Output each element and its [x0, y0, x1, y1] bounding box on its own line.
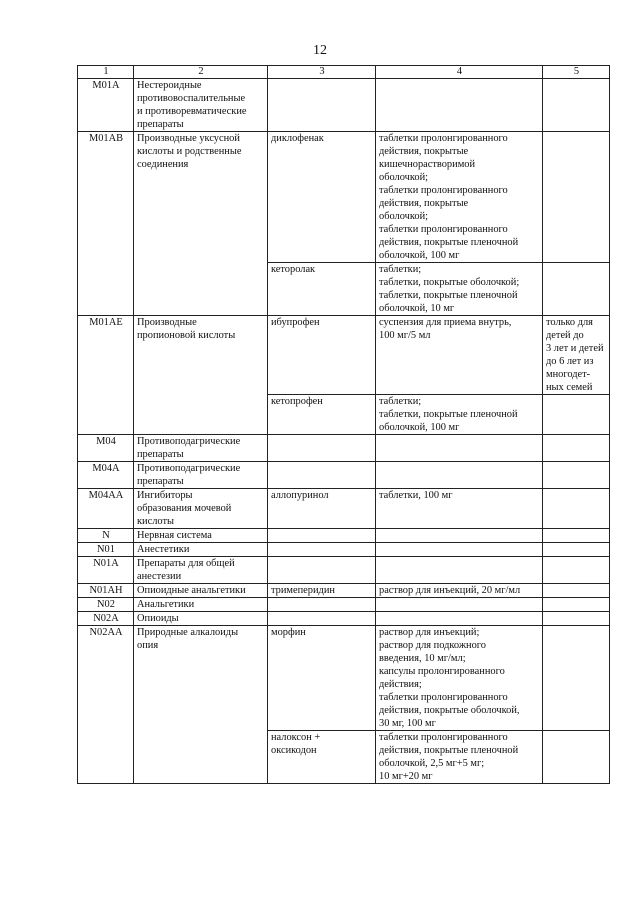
dosage-form-cell-line: таблетки, 100 мг: [379, 490, 453, 501]
table-row: [78, 598, 610, 612]
dosage-form-cell: [376, 489, 543, 529]
dosage-form-cell-line: кишечнорастворимой: [379, 159, 476, 170]
dosage-form-cell-line: действия, покрытые пленочной: [379, 745, 519, 756]
dosage-form-cell-line: 10 мг+20 мг: [379, 771, 433, 782]
dosage-form-cell-line: 30 мг, 100 мг: [379, 718, 436, 729]
table-row: [78, 557, 610, 584]
atc-code-cell: M04AA: [78, 489, 134, 529]
dosage-form-cell: [376, 731, 543, 784]
note-cell: [543, 435, 610, 462]
dosage-form-cell: [376, 529, 543, 543]
drug-name-cell: [268, 543, 376, 557]
drug-name-cell: [268, 626, 376, 731]
page-number: 12: [313, 43, 327, 58]
table-row: [78, 612, 610, 626]
drug-name-cell: [268, 598, 376, 612]
group-name-cell: [134, 316, 268, 435]
dosage-form-cell-line: таблетки;: [379, 396, 422, 407]
dosage-form-cell-line: раствор для инъекций, 20 мг/мл: [379, 585, 521, 596]
group-name-cell: [134, 529, 268, 543]
group-name-cell: [134, 132, 268, 316]
group-name-cell: [134, 584, 268, 598]
atc-code-cell: N01AH: [78, 584, 134, 598]
group-name-cell-line: препараты: [137, 476, 184, 487]
atc-code-cell: N01A: [78, 557, 134, 584]
table-row: [78, 435, 610, 462]
drug-name-cell: [268, 584, 376, 598]
drug-name-cell: [268, 462, 376, 489]
dosage-form-cell-line: действия, покрытые оболочкой,: [379, 705, 520, 716]
dosage-form-cell-line: действия, покрытые: [379, 198, 469, 209]
dosage-form-cell-line: действия, покрытые: [379, 146, 469, 157]
atc-code-cell: M01AE: [78, 316, 134, 435]
drug-name-cell-line: кетопрофен: [271, 396, 323, 407]
note-cell-line: детей до: [546, 330, 584, 341]
drug-name-cell-line: ибупрофен: [271, 317, 320, 328]
dosage-form-cell: [376, 543, 543, 557]
note-cell: [543, 598, 610, 612]
drug-name-cell: [268, 489, 376, 529]
dosage-form-cell: [376, 435, 543, 462]
group-name-cell-line: Противоподагрические: [137, 436, 241, 447]
dosage-form-cell-line: таблетки пролонгированного: [379, 732, 508, 743]
table-row: [78, 584, 610, 598]
drug-name-cell-line: диклофенак: [271, 133, 324, 144]
table-row: [78, 79, 610, 132]
dosage-form-cell: [376, 132, 543, 263]
group-name-cell: [134, 543, 268, 557]
group-name-cell-line: Противоподагрические: [137, 463, 241, 474]
atc-code-cell: N02: [78, 598, 134, 612]
drug-name-cell: [268, 529, 376, 543]
dosage-form-cell-line: таблетки пролонгированного: [379, 224, 508, 235]
atc-code-cell: M04: [78, 435, 134, 462]
drug-name-cell: [268, 79, 376, 132]
note-cell: [543, 612, 610, 626]
note-cell-line: только для: [546, 317, 593, 328]
atc-code-cell: N02A: [78, 612, 134, 626]
group-name-cell-line: Нервная система: [137, 530, 212, 541]
group-name-cell: [134, 598, 268, 612]
dosage-form-cell: [376, 316, 543, 395]
dosage-form-cell-line: таблетки, покрытые оболочкой;: [379, 277, 520, 288]
group-name-cell: [134, 612, 268, 626]
dosage-form-cell-line: таблетки пролонгированного: [379, 133, 508, 144]
dosage-form-cell: [376, 626, 543, 731]
group-name-cell-line: кислоты: [137, 516, 174, 527]
header-row: [78, 66, 610, 79]
drug-name-cell-line: оксикодон: [271, 745, 317, 756]
atc-code-cell: M04A: [78, 462, 134, 489]
drug-name-cell-line: аллопуринол: [271, 490, 329, 501]
dosage-form-cell: [376, 598, 543, 612]
drug-name-cell: [268, 557, 376, 584]
dosage-form-cell-line: оболочкой, 10 мг: [379, 303, 455, 314]
note-cell: [543, 626, 610, 731]
note-cell: [543, 557, 610, 584]
table-row: [78, 529, 610, 543]
group-name-cell-line: пропионовой кислоты: [137, 330, 236, 341]
drug-name-cell: [268, 316, 376, 395]
table-row: [78, 626, 610, 731]
dosage-form-cell-line: оболочкой, 100 мг: [379, 250, 460, 261]
group-name-cell-line: Производные уксусной: [137, 133, 240, 144]
dosage-form-cell-line: суспензия для приема внутрь,: [379, 317, 512, 328]
atc-code-cell: N: [78, 529, 134, 543]
note-cell: [543, 543, 610, 557]
dosage-form-cell-line: оболочкой, 2,5 мг+5 мг;: [379, 758, 485, 769]
group-name-cell-line: Анестетики: [137, 544, 190, 555]
atc-code-cell: M01A: [78, 79, 134, 132]
dosage-form-cell-line: 100 мг/5 мл: [379, 330, 431, 341]
dosage-form-cell-line: оболочкой;: [379, 172, 429, 183]
dosage-form-cell-line: раствор для подкожного: [379, 640, 486, 651]
note-cell: [543, 489, 610, 529]
group-name-cell-line: препараты: [137, 119, 184, 130]
drug-name-cell-line: тримеперидин: [271, 585, 335, 596]
group-name-cell-line: Нестероидные: [137, 80, 202, 91]
table-row: [78, 489, 610, 529]
group-name-cell-line: Природные алкалоиды: [137, 627, 239, 638]
note-cell: [543, 316, 610, 395]
table-row: [78, 132, 610, 263]
group-name-cell-line: анестезии: [137, 571, 182, 582]
dosage-form-cell: [376, 462, 543, 489]
group-name-cell: [134, 435, 268, 462]
note-cell: [543, 395, 610, 435]
dosage-form-cell-line: таблетки, покрытые пленочной: [379, 290, 518, 301]
header-cell: 2: [134, 66, 268, 79]
drug-name-cell: [268, 132, 376, 263]
group-name-cell-line: образования мочевой: [137, 503, 232, 514]
group-name-cell: [134, 462, 268, 489]
drug-name-cell: [268, 395, 376, 435]
note-cell: [543, 132, 610, 263]
header-cell: 3: [268, 66, 376, 79]
dosage-form-cell-line: введения, 10 мг/мл;: [379, 653, 466, 664]
group-name-cell-line: Производные: [137, 317, 197, 328]
group-name-cell-line: и противоревматические: [137, 106, 247, 117]
dosage-form-cell-line: действия;: [379, 679, 422, 690]
group-name-cell-line: Опиоидные анальгетики: [137, 585, 246, 596]
dosage-form-cell-line: таблетки пролонгированного: [379, 692, 508, 703]
dosage-form-cell-line: капсулы пролонгированного: [379, 666, 505, 677]
atc-code-cell: M01AB: [78, 132, 134, 316]
header-cell: 4: [376, 66, 543, 79]
group-name-cell-line: кислоты и родственные: [137, 146, 242, 157]
group-name-cell: [134, 489, 268, 529]
group-name-cell-line: соединения: [137, 159, 189, 170]
drug-name-cell: [268, 263, 376, 316]
table-row: [78, 462, 610, 489]
group-name-cell: [134, 79, 268, 132]
drug-name-cell-line: морфин: [271, 627, 306, 638]
note-cell-line: многодет-: [546, 369, 591, 380]
dosage-form-cell-line: оболочкой, 100 мг: [379, 422, 460, 433]
atc-code-cell: N02AA: [78, 626, 134, 784]
group-name-cell-line: препараты: [137, 449, 184, 460]
note-cell-line: ных семей: [546, 382, 593, 393]
note-cell: [543, 731, 610, 784]
group-name-cell: [134, 626, 268, 784]
note-cell: [543, 79, 610, 132]
dosage-form-cell-line: таблетки;: [379, 264, 422, 275]
dosage-form-cell-line: раствор для инъекций;: [379, 627, 480, 638]
dosage-form-cell-line: оболочкой;: [379, 211, 429, 222]
group-name-cell-line: Анальгетики: [137, 599, 195, 610]
dosage-form-cell-line: действия, покрытые пленочной: [379, 237, 519, 248]
note-cell: [543, 462, 610, 489]
dosage-form-cell: [376, 79, 543, 132]
group-name-cell-line: Ингибиторы: [137, 490, 193, 501]
group-name-cell-line: Препараты для общей: [137, 558, 235, 569]
header-cell: 1: [78, 66, 134, 79]
dosage-form-cell-line: таблетки пролонгированного: [379, 185, 508, 196]
note-cell: [543, 529, 610, 543]
dosage-form-cell: [376, 557, 543, 584]
drug-name-cell: [268, 612, 376, 626]
note-cell: [543, 584, 610, 598]
drug-table: [77, 65, 610, 784]
drug-name-cell: [268, 435, 376, 462]
drug-name-cell: [268, 731, 376, 784]
dosage-form-cell: [376, 584, 543, 598]
drug-name-cell-line: налоксон +: [271, 732, 321, 743]
table-row: [78, 316, 610, 395]
atc-code-cell: N01: [78, 543, 134, 557]
note-cell-line: 3 лет и детей: [546, 343, 604, 354]
table-row: [78, 543, 610, 557]
note-cell: [543, 263, 610, 316]
group-name-cell-line: Опиоиды: [137, 613, 179, 624]
dosage-form-cell: [376, 612, 543, 626]
drug-name-cell-line: кеторолак: [271, 264, 316, 275]
group-name-cell-line: противовоспалительные: [137, 93, 246, 104]
dosage-form-cell: [376, 395, 543, 435]
group-name-cell-line: опия: [137, 640, 159, 651]
group-name-cell: [134, 557, 268, 584]
dosage-form-cell-line: таблетки, покрытые пленочной: [379, 409, 518, 420]
dosage-form-cell: [376, 263, 543, 316]
note-cell-line: до 6 лет из: [546, 356, 594, 367]
header-cell: 5: [543, 66, 610, 79]
